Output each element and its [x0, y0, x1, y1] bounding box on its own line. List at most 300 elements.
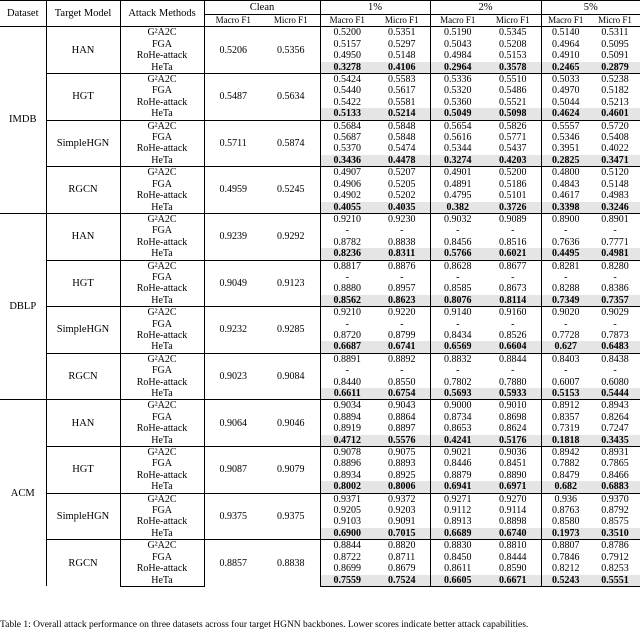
score-cell: 0.8006: [374, 481, 430, 493]
attack-method-cell: RoHe-attack: [120, 283, 204, 294]
score-cell: 0.5336: [430, 74, 485, 86]
score-cell: 0.6605: [430, 575, 485, 587]
score-cell: 0.7015: [374, 528, 430, 540]
score-cell: 0.4981: [590, 248, 640, 260]
score-cell: 0.3578: [485, 62, 541, 74]
score-cell: 0.8876: [374, 260, 430, 272]
score-cell: 0.5214: [374, 108, 430, 120]
score-cell: 0.8623: [374, 295, 430, 307]
score-cell: -: [374, 225, 430, 236]
score-cell: 0.3726: [485, 202, 541, 214]
score-cell: 0.6740: [485, 528, 541, 540]
score-cell: 0.8734: [444, 411, 472, 423]
score-cell: 0.8516: [485, 237, 541, 248]
attack-method-cell: RoHe-attack: [120, 470, 204, 481]
attack-method-cell: G²A2C: [120, 400, 204, 412]
score-cell: 0.4970: [552, 85, 580, 97]
attack-method-cell: G²A2C: [120, 213, 204, 225]
attack-method-cell: HeTa: [120, 295, 204, 307]
score-cell: 0.8931: [590, 447, 640, 459]
score-cell: 0.6080: [601, 376, 629, 388]
score-cell: 0.8896: [333, 458, 361, 470]
score-cell: 0.5200: [333, 27, 361, 39]
score-cell: 0.5120: [590, 167, 640, 179]
clean-micro-cell: 0.5356: [262, 27, 320, 74]
score-cell: 0.5848: [374, 132, 430, 143]
header-group-1pct: 1%: [320, 1, 430, 15]
attack-method-cell: RoHe-attack: [120, 97, 204, 108]
target-model-cell: HGT: [46, 447, 120, 494]
score-cell: 0.6671: [485, 575, 541, 587]
clean-macro-cell: 0.9023: [204, 353, 262, 400]
score-cell: -: [374, 272, 430, 283]
clean-micro-cell: 0.9123: [262, 260, 320, 307]
score-cell: 0.682: [541, 481, 590, 493]
attack-method-cell: G²A2C: [120, 167, 204, 179]
score-cell: 0.5557: [541, 120, 590, 132]
attack-method-cell: RoHe-attack: [120, 237, 204, 248]
score-cell: 0.8434: [444, 329, 472, 341]
attack-method-cell: RoHe-attack: [120, 143, 204, 154]
clean-micro-cell: 0.5874: [262, 120, 320, 167]
score-cell: 0.5344: [444, 143, 472, 155]
score-cell: 0.8699: [333, 563, 361, 575]
score-cell: 0.8451: [485, 458, 541, 469]
attack-method-cell: RoHe-attack: [120, 190, 204, 201]
table-body: [0, 27, 640, 587]
score-cell: 0.8897: [374, 423, 430, 434]
score-cell: 0.8281: [541, 260, 590, 272]
clean-micro-cell: 0.8838: [262, 540, 320, 587]
score-cell: 0.8466: [601, 469, 629, 481]
score-cell: -: [345, 271, 349, 283]
score-cell: 0.6689: [430, 528, 485, 540]
score-cell: 0.5474: [374, 143, 430, 154]
score-cell: 0.4624: [541, 108, 590, 120]
table-row: [0, 167, 640, 179]
score-cell: 0.5043: [444, 38, 472, 50]
score-cell: 0.8894: [333, 411, 361, 423]
score-cell: 0.5576: [374, 435, 430, 447]
score-cell: 0.5687: [333, 132, 361, 144]
score-cell: 0.8900: [541, 213, 590, 225]
score-cell: 0.4901: [430, 167, 485, 179]
score-cell: 0.8838: [374, 237, 430, 248]
score-cell: 0.6741: [374, 341, 430, 353]
score-cell: 0.9220: [374, 307, 430, 319]
score-cell: 0.5848: [374, 120, 430, 132]
score-cell: 0.8446: [444, 458, 472, 470]
score-cell: 0.8479: [552, 469, 580, 481]
attack-method-cell: FGA: [120, 505, 204, 516]
target-model-cell: HAN: [46, 213, 120, 260]
score-cell: 0.5422: [333, 96, 361, 108]
score-cell: 0.7728: [552, 329, 580, 341]
attack-method-cell: G²A2C: [120, 27, 204, 39]
score-cell: 0.4964: [552, 38, 580, 50]
score-cell: 0.6941: [430, 481, 485, 493]
score-cell: 0.9230: [374, 213, 430, 225]
clean-macro-cell: 0.5487: [204, 74, 262, 121]
score-cell: 0.5654: [430, 120, 485, 132]
clean-macro-cell: 0.9375: [204, 493, 262, 540]
score-cell: 0.5766: [430, 248, 485, 260]
score-cell: 0.8817: [320, 260, 374, 272]
attack-method-cell: FGA: [120, 412, 204, 423]
score-cell: 0.4106: [374, 62, 430, 74]
score-cell: 0.5213: [601, 96, 629, 108]
score-cell: 0.4983: [601, 190, 629, 202]
score-cell: 0.8438: [590, 353, 640, 365]
score-cell: 0.4617: [552, 190, 580, 202]
score-cell: 0.5182: [601, 85, 629, 97]
score-cell: 0.3278: [320, 62, 374, 74]
score-cell: 0.8957: [374, 283, 430, 294]
header-macro: Macro F1: [320, 15, 374, 27]
score-cell: 0.8585: [444, 283, 472, 295]
score-cell: -: [345, 365, 349, 377]
clean-micro-cell: 0.9046: [262, 400, 320, 447]
score-cell: 0.5044: [552, 96, 580, 108]
score-cell: 0.9078: [320, 447, 374, 459]
table-row: [0, 493, 640, 505]
score-cell: 0.8912: [541, 400, 590, 412]
target-model-cell: HGT: [46, 260, 120, 307]
score-cell: 0.7873: [601, 329, 629, 341]
header-group-clean: Clean: [204, 1, 320, 15]
score-cell: 0.5207: [374, 167, 430, 179]
score-cell: 0.9210: [320, 307, 374, 319]
score-cell: 0.9029: [590, 307, 640, 319]
attack-method-cell: HeTa: [120, 155, 204, 167]
attack-method-cell: RoHe-attack: [120, 563, 204, 574]
score-cell: 0.5320: [444, 85, 472, 97]
score-cell: -: [613, 271, 617, 283]
score-cell: 0.5148: [601, 178, 629, 190]
table-row: [0, 213, 640, 225]
score-cell: 0.9034: [320, 400, 374, 412]
score-cell: 0.8236: [320, 248, 374, 260]
score-cell: 0.4910: [552, 50, 580, 62]
score-cell: 0.4035: [374, 202, 430, 214]
score-cell: 0.8891: [320, 353, 374, 365]
score-cell: 0.5720: [590, 120, 640, 132]
target-model-cell: RGCN: [46, 540, 120, 587]
score-cell: 0.9271: [430, 493, 485, 505]
score-cell: 0.8440: [333, 376, 361, 388]
score-cell: 0.5440: [333, 85, 361, 97]
score-cell: 0.7636: [552, 236, 580, 248]
clean-macro-cell: 0.4959: [204, 167, 262, 214]
score-cell: 0.8677: [485, 260, 541, 272]
score-cell: 0.5771: [485, 132, 541, 143]
score-cell: 0.6021: [485, 248, 541, 260]
clean-macro-cell: 0.9049: [204, 260, 262, 307]
score-cell: 0.936: [541, 493, 590, 505]
score-cell: 0.9010: [485, 400, 541, 412]
attack-method-cell: G²A2C: [120, 74, 204, 86]
attack-method-cell: HeTa: [120, 388, 204, 400]
clean-macro-cell: 0.9087: [204, 447, 262, 494]
attack-method-cell: RoHe-attack: [120, 330, 204, 341]
attack-method-cell: FGA: [120, 365, 204, 376]
score-cell: 0.3246: [590, 202, 640, 214]
attack-method-cell: HeTa: [120, 108, 204, 120]
score-cell: 0.8880: [333, 283, 361, 295]
score-cell: 0.4800: [541, 167, 590, 179]
score-cell: 0.7771: [601, 236, 629, 248]
score-cell: 0.4203: [485, 155, 541, 167]
attack-method-cell: G²A2C: [120, 120, 204, 132]
score-cell: 0.8550: [374, 377, 430, 388]
score-cell: -: [564, 365, 568, 377]
attack-method-cell: HeTa: [120, 341, 204, 353]
score-cell: 0.7865: [601, 458, 629, 470]
score-cell: 0.8264: [601, 411, 629, 423]
score-cell: 0.1973: [541, 528, 590, 540]
score-cell: 0.5616: [444, 132, 472, 144]
score-cell: 0.8720: [333, 329, 361, 341]
score-cell: 0.6604: [485, 341, 541, 353]
score-cell: 0.7912: [601, 551, 629, 563]
score-cell: 0.9203: [374, 505, 430, 516]
score-cell: 0.3435: [590, 435, 640, 447]
score-cell: 0.9270: [485, 493, 541, 505]
attack-method-cell: G²A2C: [120, 307, 204, 319]
clean-micro-cell: 0.9079: [262, 447, 320, 494]
target-model-cell: SimpleHGN: [46, 307, 120, 354]
score-cell: 0.9205: [333, 505, 361, 517]
score-cell: 0.6483: [590, 341, 640, 353]
score-cell: 0.5346: [552, 132, 580, 144]
score-cell: 0.3951: [552, 143, 580, 155]
score-cell: 0.4902: [333, 190, 361, 202]
score-cell: 0.8782: [333, 236, 361, 248]
score-cell: 0.8864: [374, 412, 430, 423]
clean-micro-cell: 0.9375: [262, 493, 320, 540]
score-cell: 0.5521: [485, 97, 541, 108]
dataset-cell: DBLP: [0, 213, 46, 400]
score-cell: 0.5033: [541, 74, 590, 86]
score-cell: 0.5684: [320, 120, 374, 132]
score-cell: 0.4906: [333, 178, 361, 190]
score-cell: 0.8562: [320, 295, 374, 307]
score-cell: 0.4712: [320, 435, 374, 447]
score-cell: 0.7319: [552, 423, 580, 435]
target-model-cell: SimpleHGN: [46, 493, 120, 540]
score-cell: 0.3436: [320, 155, 374, 167]
header-macro: Macro F1: [204, 15, 262, 27]
score-cell: 0.8786: [590, 540, 640, 552]
score-cell: 0.4495: [541, 248, 590, 260]
score-cell: 0.8792: [601, 505, 629, 517]
header-group-5pct: 5%: [541, 1, 640, 15]
score-cell: -: [456, 365, 460, 377]
attack-method-cell: FGA: [120, 272, 204, 283]
attack-method-cell: RoHe-attack: [120, 377, 204, 388]
header-dataset: Dataset: [0, 1, 46, 27]
table-row: [0, 353, 640, 365]
score-cell: 0.8288: [552, 283, 580, 295]
target-model-cell: SimpleHGN: [46, 120, 120, 167]
score-cell: 0.6569: [430, 341, 485, 353]
score-cell: 0.4795: [444, 190, 472, 202]
score-cell: -: [485, 365, 541, 376]
table-row: [0, 540, 640, 552]
attack-method-cell: HeTa: [120, 575, 204, 587]
attack-method-cell: G²A2C: [120, 260, 204, 272]
attack-method-cell: HeTa: [120, 248, 204, 260]
score-cell: 0.9103: [333, 516, 361, 528]
score-cell: 0.4055: [320, 202, 374, 214]
score-cell: 0.5437: [485, 143, 541, 154]
score-cell: -: [456, 271, 460, 283]
attack-method-cell: FGA: [120, 132, 204, 143]
score-cell: 0.5095: [601, 38, 629, 50]
score-cell: 0.6611: [320, 388, 374, 400]
score-cell: 0.8580: [552, 516, 580, 528]
attack-method-cell: G²A2C: [120, 540, 204, 552]
score-cell: 0.5140: [552, 27, 580, 39]
score-cell: 0.5238: [590, 74, 640, 86]
score-cell: 0.4891: [444, 178, 472, 190]
score-cell: 0.5049: [430, 108, 485, 120]
score-cell: 0.9021: [430, 447, 485, 459]
table-header: [0, 1, 640, 27]
score-cell: 0.8280: [590, 260, 640, 272]
table-row: [0, 27, 640, 39]
score-cell: 0.8830: [430, 540, 485, 552]
score-cell: 0.8653: [444, 423, 472, 435]
header-attack-methods: Attack Methods: [120, 1, 204, 27]
attack-method-cell: RoHe-attack: [120, 423, 204, 434]
score-cell: 0.8386: [601, 283, 629, 295]
score-cell: 0.9020: [541, 307, 590, 319]
score-cell: 0.7349: [541, 295, 590, 307]
score-cell: 0.5205: [374, 179, 430, 190]
attack-method-cell: HeTa: [120, 435, 204, 447]
score-cell: 0.9160: [485, 307, 541, 319]
score-cell: 0.8450: [444, 551, 472, 563]
attack-method-cell: HeTa: [120, 481, 204, 493]
score-cell: 0.8763: [552, 505, 580, 517]
score-cell: 0.6687: [320, 341, 374, 353]
table-row: [0, 120, 640, 132]
clean-macro-cell: 0.9239: [204, 213, 262, 260]
score-cell: 0.3398: [541, 202, 590, 214]
score-cell: -: [485, 319, 541, 330]
score-cell: 0.8844: [320, 540, 374, 552]
score-cell: -: [345, 318, 349, 330]
attack-method-cell: FGA: [120, 39, 204, 50]
score-cell: 0.4984: [444, 50, 472, 62]
table-row: [0, 74, 640, 86]
score-cell: 0.5202: [374, 190, 430, 201]
score-cell: -: [564, 271, 568, 283]
table-row: [0, 400, 640, 412]
clean-micro-cell: 0.9292: [262, 213, 320, 260]
clean-macro-cell: 0.9232: [204, 307, 262, 354]
attack-method-cell: FGA: [120, 458, 204, 469]
score-cell: 0.8357: [552, 411, 580, 423]
score-cell: 0.5148: [374, 50, 430, 61]
attack-method-cell: FGA: [120, 85, 204, 96]
score-cell: 0.8893: [374, 458, 430, 469]
score-cell: 0.5200: [485, 167, 541, 179]
clean-micro-cell: 0.9285: [262, 307, 320, 354]
score-cell: 0.8002: [320, 481, 374, 493]
score-cell: 0.7559: [320, 575, 374, 587]
header-target-model: Target Model: [46, 1, 120, 27]
score-cell: 0.8807: [541, 540, 590, 552]
attack-method-cell: G²A2C: [120, 353, 204, 365]
score-cell: 0.382: [430, 202, 485, 214]
score-cell: 0.5581: [374, 97, 430, 108]
score-cell: 0.3274: [430, 155, 485, 167]
table-caption: Table 1: Overall attack performance on three datasets across four target HGNN backbones. Lower scores indicate better attack capabilities.: [0, 620, 529, 630]
score-cell: -: [485, 225, 541, 236]
score-cell: 0.5098: [485, 108, 541, 120]
score-cell: 0.4601: [590, 108, 640, 120]
score-cell: 0.6883: [590, 481, 640, 493]
score-cell: 0.8526: [485, 330, 541, 341]
attack-method-cell: G²A2C: [120, 447, 204, 459]
score-cell: 0.8913: [444, 516, 472, 528]
score-cell: 0.8253: [601, 563, 629, 575]
score-cell: 0.5153: [485, 50, 541, 61]
score-cell: 0.9043: [374, 400, 430, 412]
score-cell: 0.5190: [444, 27, 472, 39]
score-cell: 0.3510: [590, 528, 640, 540]
score-cell: 0.9000: [430, 400, 485, 412]
score-cell: 0.5176: [485, 435, 541, 447]
score-cell: 0.5826: [485, 120, 541, 132]
target-model-cell: RGCN: [46, 167, 120, 214]
score-cell: 0.7846: [552, 551, 580, 563]
score-cell: -: [485, 272, 541, 283]
attack-method-cell: HeTa: [120, 202, 204, 214]
score-cell: 0.8698: [485, 412, 541, 423]
score-cell: 0.5157: [333, 38, 361, 50]
target-model-cell: HAN: [46, 27, 120, 74]
score-cell: 0.2465: [541, 62, 590, 74]
score-cell: 0.5186: [485, 179, 541, 190]
score-cell: 0.3471: [590, 155, 640, 167]
score-cell: 0.9140: [430, 307, 485, 319]
attack-method-cell: G²A2C: [120, 493, 204, 505]
score-cell: 0.7247: [601, 423, 629, 435]
attack-method-cell: FGA: [120, 319, 204, 330]
score-cell: 0.5351: [374, 27, 430, 39]
score-cell: 0.4022: [601, 143, 629, 155]
score-cell: 0.8679: [374, 563, 430, 574]
score-cell: 0.8901: [590, 213, 640, 225]
score-cell: 0.8711: [374, 552, 430, 563]
attack-method-cell: FGA: [120, 552, 204, 563]
header-micro: Micro F1: [590, 15, 640, 27]
table-row: [0, 307, 640, 319]
score-cell: 0.5243: [541, 575, 590, 587]
score-cell: 0.8212: [552, 563, 580, 575]
score-cell: 0.7880: [485, 377, 541, 388]
score-cell: 0.8624: [485, 423, 541, 434]
score-cell: 0.8311: [374, 248, 430, 260]
score-cell: 0.5510: [485, 74, 541, 86]
clean-micro-cell: 0.5245: [262, 167, 320, 214]
score-cell: 0.8925: [374, 470, 430, 481]
score-cell: -: [613, 318, 617, 330]
score-cell: 0.8628: [430, 260, 485, 272]
